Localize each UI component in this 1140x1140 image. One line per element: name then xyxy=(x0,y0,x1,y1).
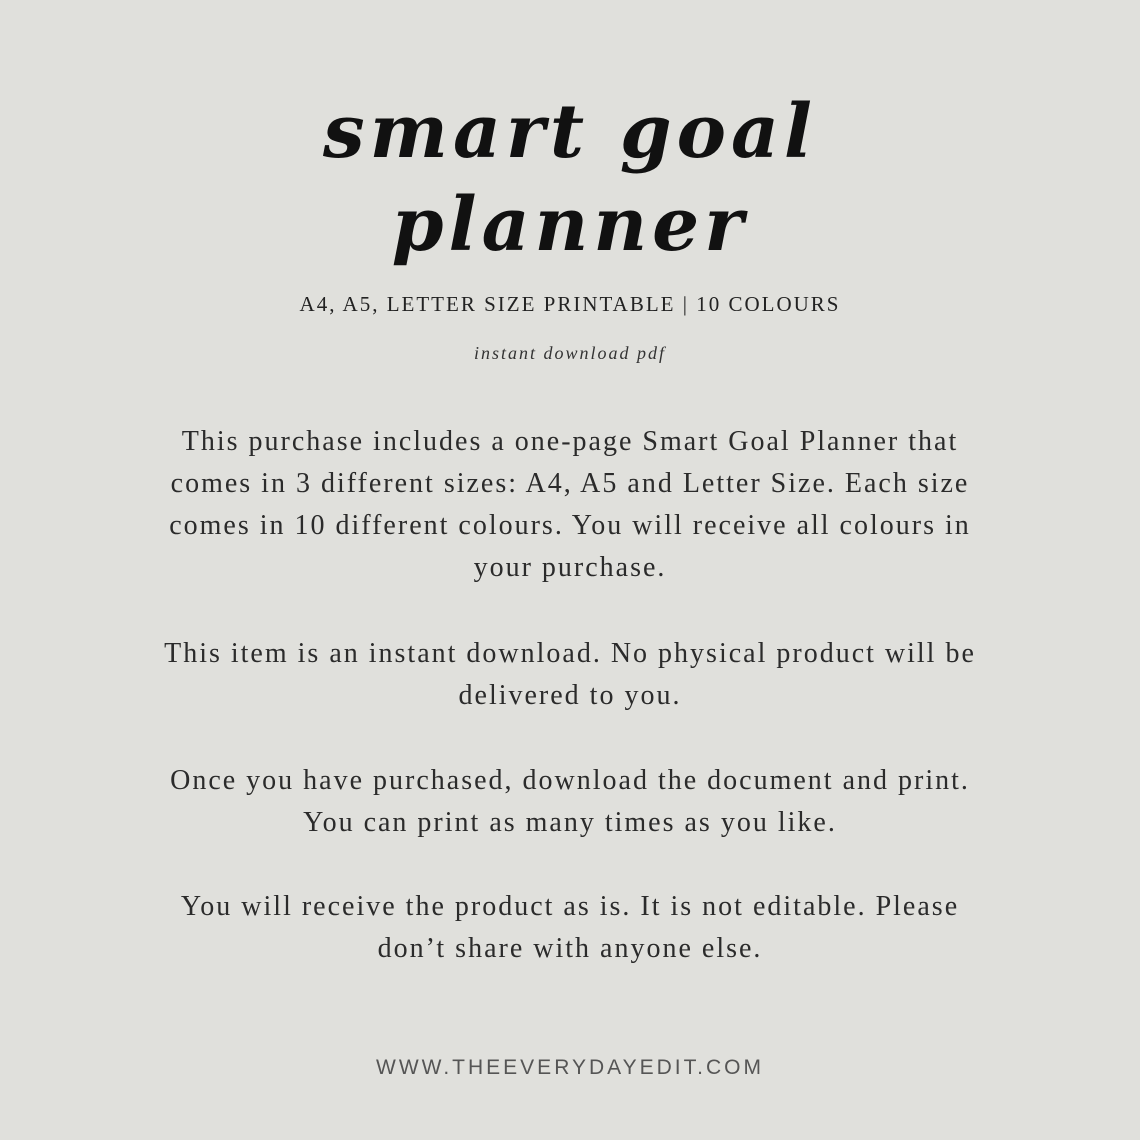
paragraph-line: You can print as many times as you like. xyxy=(303,807,837,838)
tagline: instant download pdf xyxy=(473,343,666,363)
paragraph-purchase-includes xyxy=(70,421,1070,589)
paragraph-line: This item is an instant download. No physical product will be xyxy=(164,638,976,669)
paragraph-line: delivered to you. xyxy=(458,680,682,711)
title-line-1: smart goal xyxy=(323,89,817,175)
paragraph-instant-download xyxy=(70,633,1070,717)
paragraph-line: your purchase. xyxy=(473,552,667,583)
paragraph-line: don’t share with anyone else. xyxy=(377,933,763,964)
title-line-2: planner xyxy=(391,182,749,268)
paragraph-line: comes in 10 different colours. You will receive all colours in xyxy=(169,510,971,541)
paragraph-terms xyxy=(70,886,1070,970)
paragraph-line: comes in 3 different sizes: A4, A5 and Letter Size. Each size xyxy=(170,468,970,499)
subtitle: A4, A5, LETTER SIZE PRINTABLE | 10 COLOURS xyxy=(299,292,841,316)
website-url: WWW.THEEVERYDAYEDIT.COM xyxy=(376,1056,764,1079)
paragraph-print-instructions xyxy=(70,760,1070,844)
paragraph-line: This purchase includes a one-page Smart Goal Planner that xyxy=(181,426,959,457)
paragraph-line: Once you have purchased, download the document and print. xyxy=(170,765,970,796)
paragraph-line: You will receive the product as is. It is not editable. Please xyxy=(180,891,960,922)
